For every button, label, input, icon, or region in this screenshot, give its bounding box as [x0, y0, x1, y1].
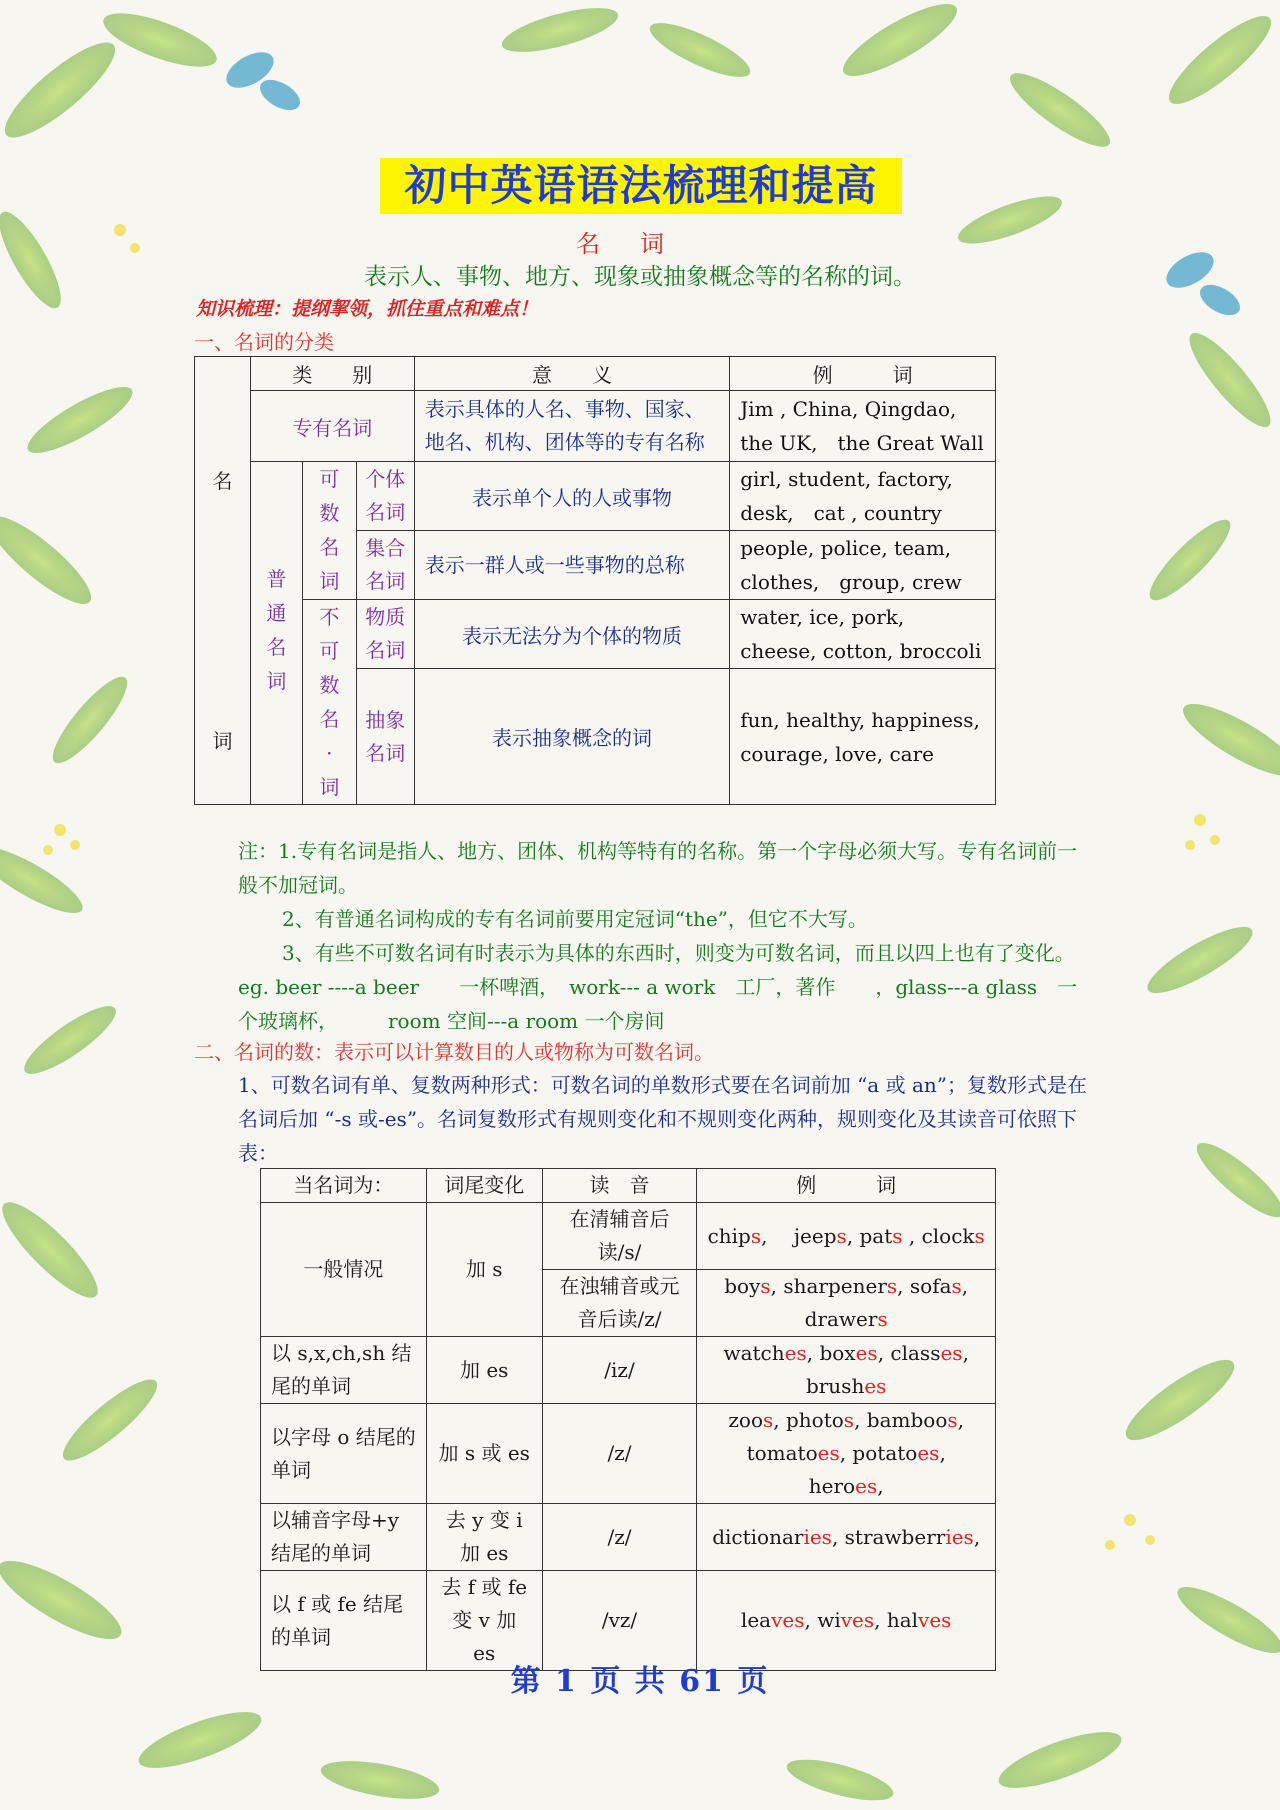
examples-voiceless — [697, 1203, 996, 1270]
pron-voiced: 在浊辅音或元音后读/z/ — [542, 1270, 697, 1337]
note-3: 3、有些不可数名词有时表示为具体的东西时，则变为可数名词，而且以四上也有了变化。eg. beer ----a beer 一杯啤酒， work--- a work 工厂，著作 ，glass---a glass 一个玻璃杯， room 空间---a room 一个房间 — [238, 941, 1078, 1033]
plural-suffix: s — [750, 1223, 762, 1248]
study-tip: 知识梳理：提纲挈领，抓住重点和难点！ — [196, 298, 539, 320]
example-word: , hal — [874, 1608, 919, 1632]
proper-noun-meaning: 表示具体的人名、事物、国家、地名、机构、团体等的专有名称 — [414, 391, 730, 462]
example-word: , jeep — [761, 1223, 837, 1248]
page-title: 初中英语语法梳理和提高 — [380, 158, 902, 214]
plural-suffix: s — [974, 1223, 985, 1248]
note-1: 注：1.专有名词是指人、地方、团体、机构等特有的名称。第一个字母必须大写。专有名词前一般不加冠词。 — [238, 839, 1078, 897]
header-examples: 例 词 — [730, 357, 996, 391]
uncountable-noun-label: 不 可 数 名 · 词 — [302, 600, 356, 805]
abstract-noun-examples: fun, healthy, happiness, courage, love, care — [730, 669, 996, 805]
change-o-ending: 加 s 或 es — [426, 1404, 542, 1504]
abstract-noun-meaning: 表示抽象概念的词 — [414, 669, 730, 805]
collective-noun-examples: people, police, team, clothes, group, crew — [730, 531, 996, 600]
pron-sibilant: /iz/ — [542, 1337, 697, 1404]
header-case: 当名词为： — [261, 1169, 427, 1203]
example-word: boy — [724, 1274, 761, 1298]
example-word: , sofa — [897, 1274, 952, 1298]
individual-noun-examples: girl, student, factory, desk, cat , country — [730, 462, 996, 531]
noun-char-1: 名 — [212, 468, 233, 493]
header-meaning: 意 义 — [414, 357, 730, 391]
pron-y-ending: /z/ — [542, 1504, 697, 1571]
pron-f-ending: /vz/ — [542, 1571, 697, 1671]
example-word: watch — [723, 1341, 785, 1365]
example-word: , wi — [804, 1608, 841, 1632]
header-pronunciation: 读 音 — [542, 1169, 697, 1203]
plural-suffix: es — [940, 1341, 963, 1365]
plural-suffix: ves — [771, 1608, 805, 1632]
noun-vertical-label — [195, 357, 251, 805]
plural-suffix: es — [784, 1341, 807, 1365]
header-category: 类 别 — [250, 357, 414, 391]
case-o-ending: 以字母 o 结尾的单词 — [261, 1404, 427, 1504]
example-word: , — [973, 1524, 981, 1549]
note-2: 2、有普通名词构成的专有名词前要用定冠词“the”，但它不大写。 — [282, 907, 868, 931]
plural-suffix: es — [917, 1441, 940, 1465]
material-noun-meaning: 表示无法分为个体的物质 — [414, 600, 730, 669]
examples-y-ending — [697, 1504, 996, 1571]
plural-suffix: s — [843, 1408, 855, 1432]
plural-suffix: ies — [803, 1524, 832, 1549]
individual-noun-type: 个体名词 — [356, 462, 414, 531]
example-word: , brush — [805, 1341, 969, 1398]
material-noun-examples: water, ice, pork, cheese, cotton, broccoli — [730, 600, 996, 669]
case-sibilant: 以 s,x,ch,sh 结尾的单词 — [261, 1337, 427, 1404]
plural-suffix: s — [763, 1408, 774, 1432]
case-y-ending: 以辅音字母+y 结尾的单词 — [261, 1504, 427, 1571]
general-case: 一般情况 — [261, 1203, 427, 1337]
examples-sibilant — [697, 1337, 996, 1404]
header-examples: 例 词 — [697, 1169, 996, 1203]
countable-noun-label: 可 数 名 词 — [302, 462, 356, 600]
plural-suffix: s — [836, 1223, 847, 1248]
common-noun-label: 普 通 名 词 — [250, 462, 302, 805]
plural-suffix: s — [951, 1274, 962, 1298]
individual-noun-meaning: 表示单个人的人或事物 — [414, 462, 730, 531]
plural-rule-paragraph: 1、可数名词有单、复数两种形式：可数名词的单数形式要在名词前加 “a 或 an”；复数形式是在名词后加 “-s 或-es”。名词复数形式有规则变化和不规则变化两种，规则变化及其读音可依照下表： — [238, 1073, 1087, 1165]
plural-suffix: ies — [945, 1524, 974, 1549]
plural-suffix: s — [947, 1408, 958, 1432]
material-noun-type: 物质名词 — [356, 600, 414, 669]
section-heading-number: 二、名词的数：表示可以计算数目的人或物称为可数名词。 — [194, 1040, 714, 1064]
page-footer: 第 1 页 共 61 页 — [510, 1664, 770, 1699]
proper-noun-examples: Jim , China, Qingdao, the UK, the Great Wall — [730, 391, 996, 462]
plural-suffix: es — [855, 1341, 878, 1365]
abstract-noun-type: 抽象名词 — [356, 669, 414, 805]
example-word: zoo — [728, 1408, 763, 1432]
plural-suffix: s — [886, 1274, 898, 1298]
general-change: 加 s — [426, 1203, 542, 1337]
collective-noun-meaning: 表示一群人或一些事物的总称 — [414, 531, 730, 600]
plural-suffix: ves — [918, 1608, 952, 1632]
example-word: , pat — [846, 1223, 893, 1248]
example-word: , — [877, 1474, 884, 1498]
notes-block — [238, 834, 1088, 1038]
section-heading-classification: 一、名词的分类 — [194, 330, 334, 354]
example-word: , hero — [808, 1441, 946, 1498]
pron-o-ending: /z/ — [542, 1404, 697, 1504]
plural-suffix: es — [864, 1374, 887, 1398]
noun-classification-table — [194, 356, 996, 805]
examples-voiced — [697, 1270, 996, 1337]
example-word: , drawer — [804, 1274, 969, 1331]
noun-definition: 表示人、事物、地方、现象或抽象概念等的名称的词。 — [364, 264, 916, 290]
plural-suffix: es — [817, 1441, 840, 1465]
example-word: , tomato — [746, 1408, 964, 1465]
example-word: chip — [707, 1223, 751, 1248]
example-word: , class — [877, 1341, 941, 1365]
plural-suffix: ves — [840, 1608, 875, 1632]
example-word: , box — [806, 1341, 856, 1365]
change-y-ending: 去 y 变 i 加 es — [426, 1504, 542, 1571]
case-f-ending: 以 f 或 fe 结尾的单词 — [261, 1571, 427, 1671]
plural-suffix: es — [855, 1474, 878, 1498]
plural-suffix: s — [877, 1307, 888, 1331]
plural-suffix: s — [892, 1223, 903, 1248]
pron-voiceless: 在清辅音后读/s/ — [542, 1203, 697, 1270]
example-word: , sharpener — [770, 1274, 887, 1298]
examples-o-ending — [697, 1404, 996, 1504]
section-subtitle: 名词 — [576, 230, 704, 258]
example-word: , potato — [839, 1441, 918, 1465]
collective-noun-type: 集合名词 — [356, 531, 414, 600]
noun-char-2: 词 — [212, 728, 233, 753]
plural-suffix: s — [760, 1274, 771, 1298]
example-word: dictionar — [712, 1524, 804, 1549]
change-f-ending: 去 f 或 fe 变 v 加 es — [426, 1571, 542, 1671]
proper-noun-label: 专有名词 — [250, 391, 414, 462]
example-word: , strawberr — [831, 1524, 946, 1549]
example-word: lea — [740, 1608, 772, 1632]
header-change: 词尾变化 — [426, 1169, 542, 1203]
change-sibilant: 加 es — [426, 1337, 542, 1404]
example-word: , bamboo — [854, 1408, 948, 1432]
example-word: , photo — [773, 1408, 844, 1432]
example-word: , clock — [902, 1223, 975, 1248]
plural-rules-table — [260, 1168, 996, 1671]
